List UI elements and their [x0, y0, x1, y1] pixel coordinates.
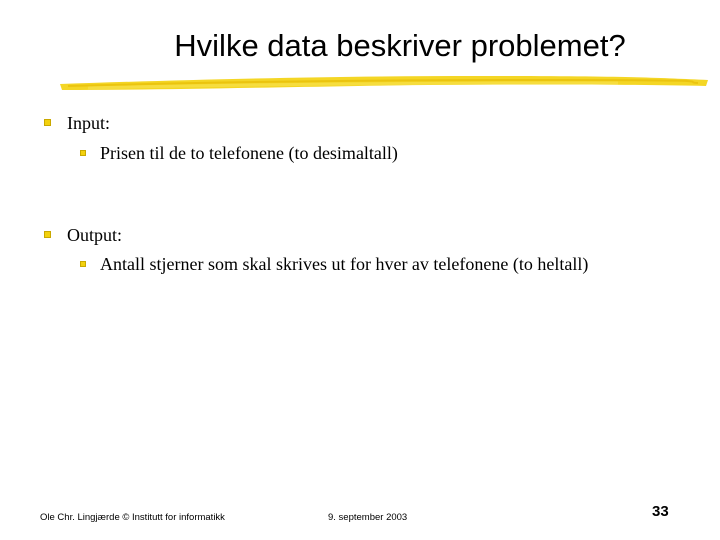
bullet-input-label: Input:	[67, 113, 110, 133]
square-bullet-icon	[80, 261, 86, 267]
slide-title: Hvilke data beskriver problemet?	[174, 28, 626, 63]
sub-bullet-input-0-text: Prisen til de to telefonene (to desimaltall)	[100, 143, 398, 163]
bullet-input	[44, 112, 110, 134]
title-underline-brush	[58, 72, 710, 94]
sub-bullet-output-0	[80, 253, 588, 275]
sub-bullet-input-0	[80, 142, 398, 164]
square-bullet-icon	[80, 150, 86, 156]
bullet-output-label: Output:	[67, 225, 123, 245]
sub-bullet-output-0-text: Antall stjerner som skal skrives ut for hver av telefonene (to heltall)	[100, 254, 589, 274]
page-number: 33	[652, 503, 669, 520]
square-bullet-icon	[44, 119, 51, 126]
footer-author: Ole Chr. Lingjærde © Institutt for informatikk	[40, 512, 225, 523]
bullet-output	[44, 224, 122, 246]
footer-date: 9. september 2003	[328, 512, 408, 523]
square-bullet-icon	[44, 231, 51, 238]
